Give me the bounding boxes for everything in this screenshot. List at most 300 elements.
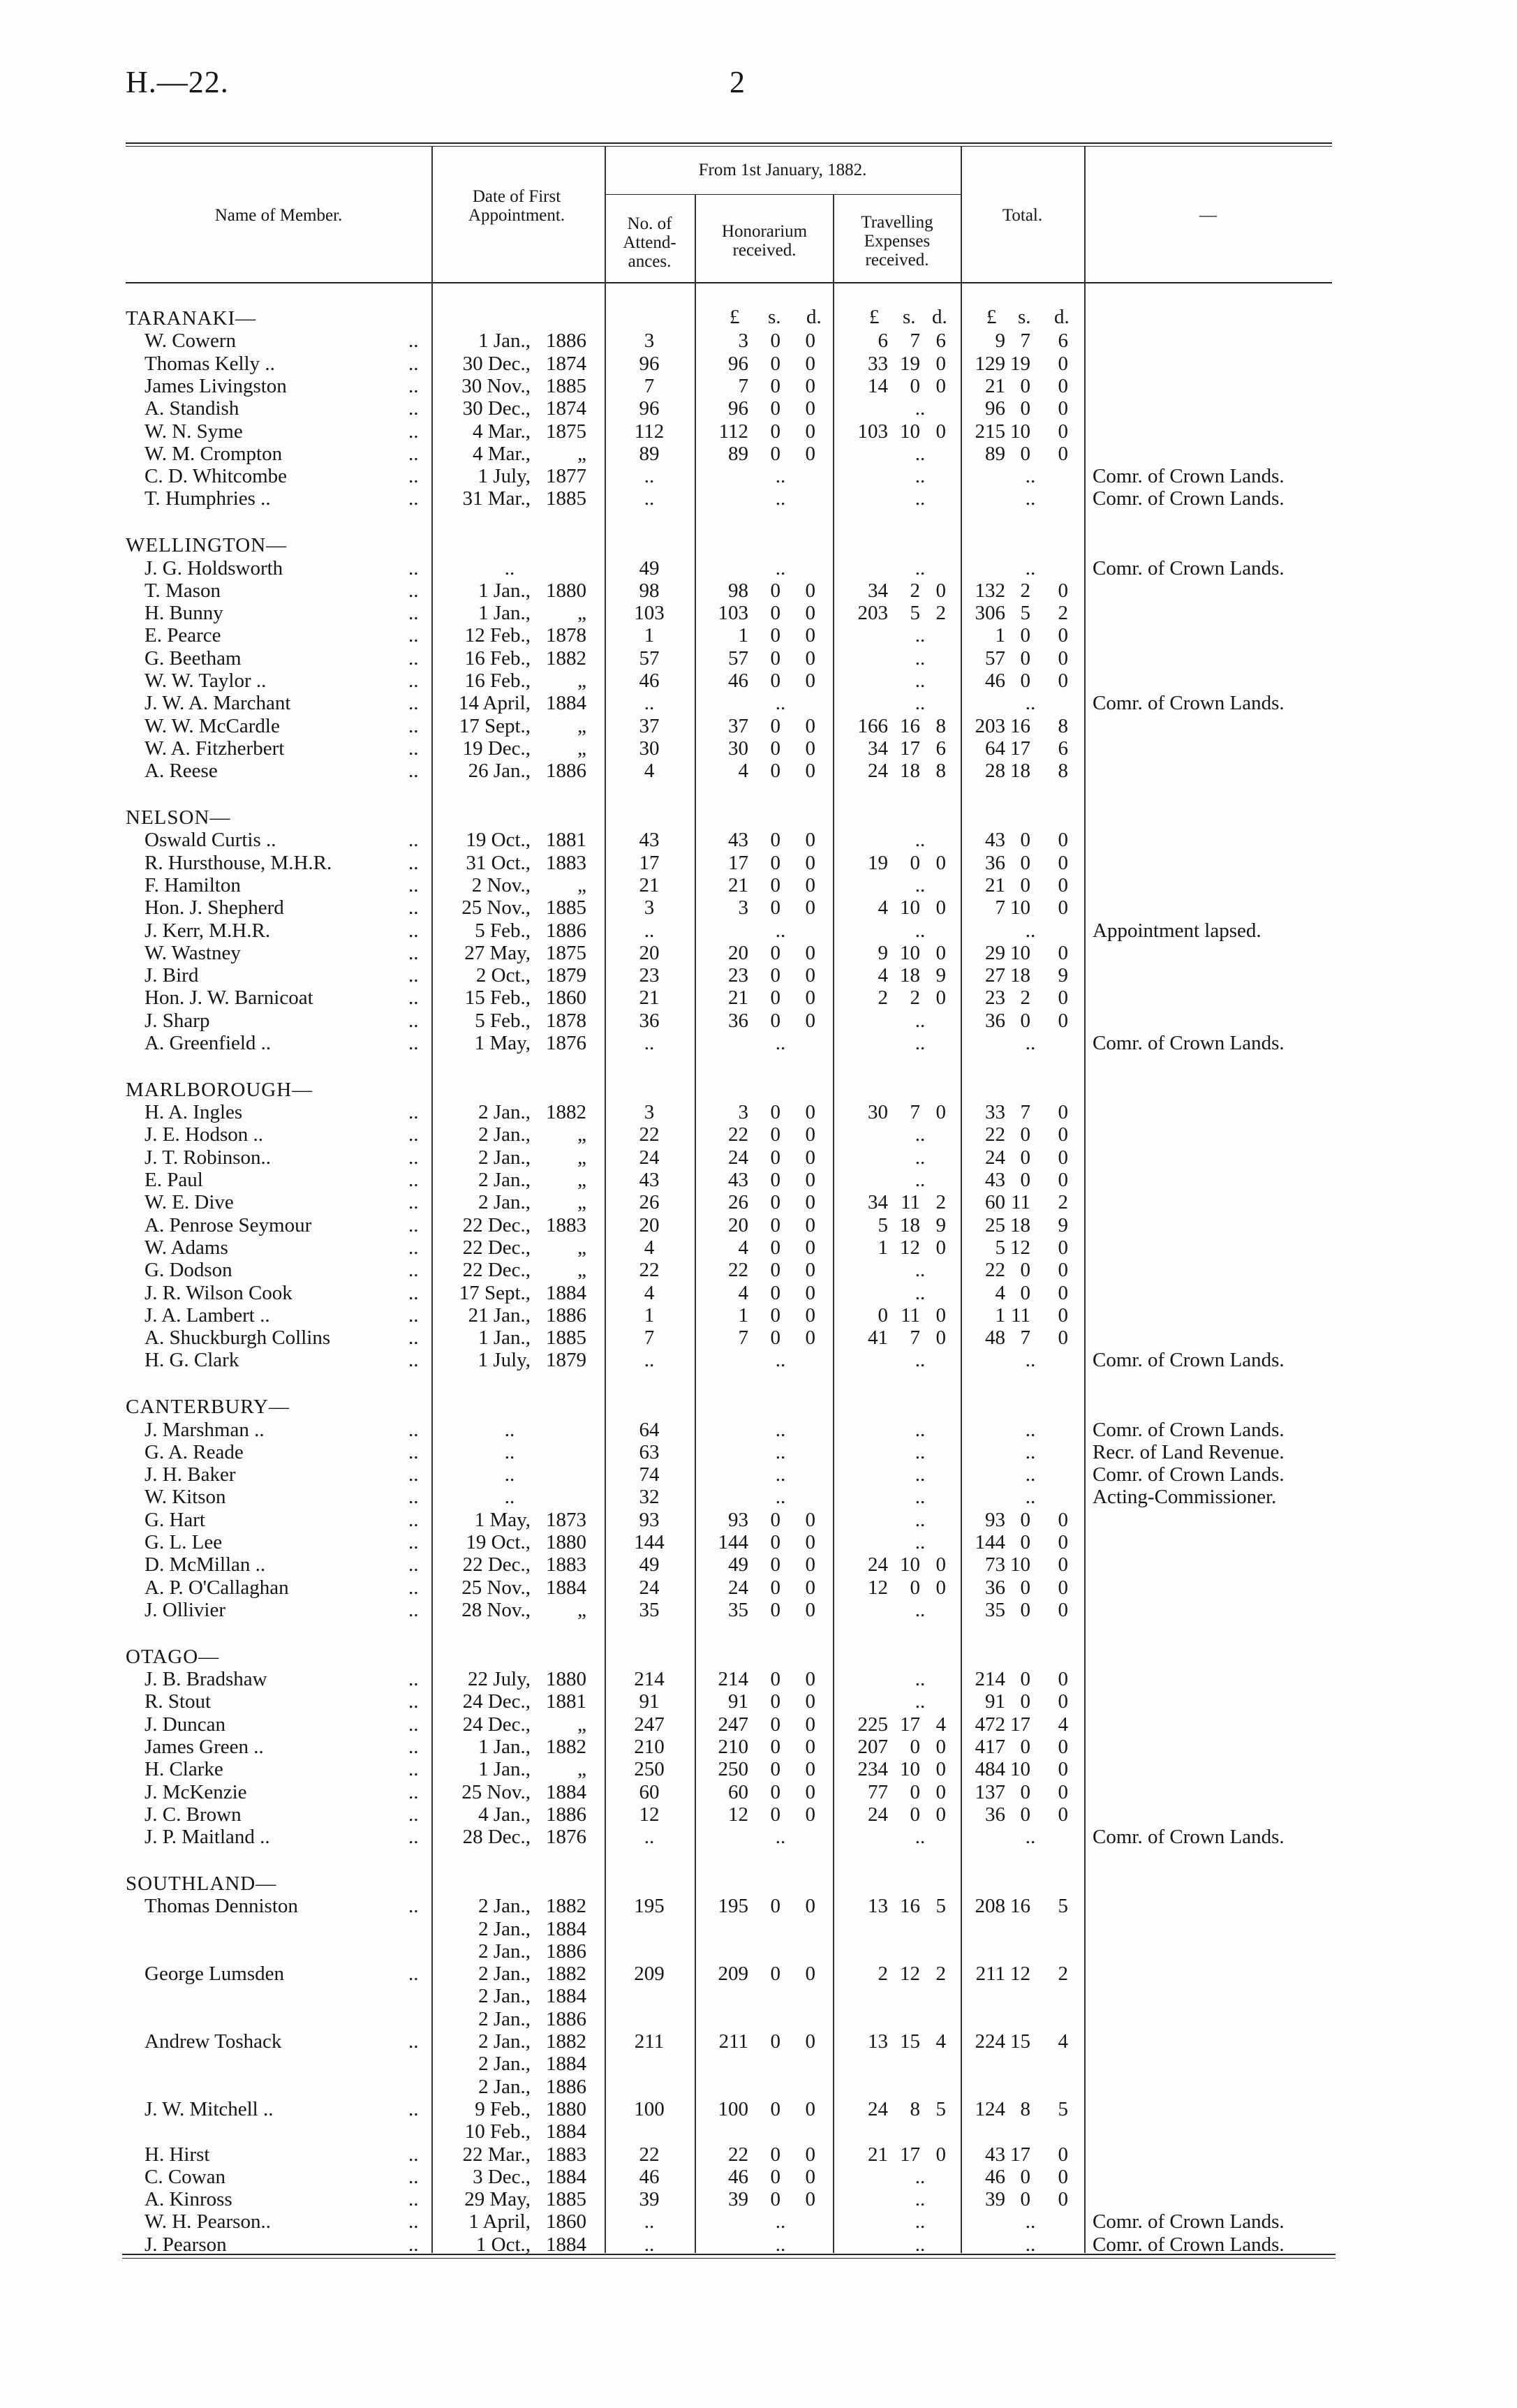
travelling-pence: 0 xyxy=(935,1803,946,1826)
total-empty: .. xyxy=(1025,1486,1036,1509)
honorarium-pounds: 43 xyxy=(728,1169,748,1191)
appointment-date: 1 April, xyxy=(468,2210,531,2233)
table-row xyxy=(0,1736,1517,1758)
appointment-year: „ xyxy=(577,737,586,760)
travelling-pounds: 14 xyxy=(868,374,888,397)
honorarium-pounds: 211 xyxy=(718,2030,748,2053)
appointment-year: „ xyxy=(577,1236,586,1259)
appointment-year: 1883 xyxy=(546,1213,586,1236)
honorarium-pounds: 7 xyxy=(738,1327,748,1350)
header-attendances: No. of Attend-ances. xyxy=(623,214,676,271)
total-shillings: 0 xyxy=(1020,1598,1030,1621)
travelling-shillings: 10 xyxy=(900,420,920,443)
total-shillings: 0 xyxy=(1020,1259,1030,1282)
member-name: George Lumsden xyxy=(145,1963,284,1986)
appointment-year: 1883 xyxy=(546,1553,586,1576)
table-row xyxy=(0,1781,1517,1803)
total-pounds: 22 xyxy=(985,1259,1005,1282)
remark: Comr. of Crown Lands. xyxy=(1093,465,1285,488)
attendances: 22 xyxy=(639,1259,660,1282)
appointment-year: 1886 xyxy=(546,1940,586,1963)
attendances: 63 xyxy=(639,1440,660,1463)
leader-dots: .. xyxy=(408,1531,419,1553)
member-name: J. P. Maitland .. xyxy=(145,1826,270,1849)
honorarium-shillings: 0 xyxy=(770,602,780,625)
honorarium-pounds: 96 xyxy=(728,352,748,375)
total-pence: 0 xyxy=(1058,1690,1068,1713)
honorarium-pounds: 103 xyxy=(718,602,748,625)
total-empty: .. xyxy=(1025,1418,1036,1441)
table-row xyxy=(0,964,1517,987)
honorarium-pence: 0 xyxy=(805,1531,815,1553)
attendances: 43 xyxy=(639,1169,660,1191)
appointment-year: 1882 xyxy=(546,2030,586,2053)
attendances: 20 xyxy=(639,941,660,964)
travelling-pounds: 34 xyxy=(868,1191,888,1214)
remark: Comr. of Crown Lands. xyxy=(1093,1463,1285,1486)
table-row xyxy=(0,2053,1517,2075)
attendances: 24 xyxy=(639,1146,660,1169)
leader-dots: .. xyxy=(408,1690,419,1713)
travelling-pounds: 0 xyxy=(878,1303,888,1327)
appointment-date: 4 Mar., xyxy=(473,420,531,443)
member-name: Hon. J. W. Barnicoat xyxy=(145,987,313,1010)
trav-unit-pound: £ xyxy=(869,306,880,328)
travelling-empty: .. xyxy=(915,1440,926,1463)
total-shillings: 11 xyxy=(1011,1191,1030,1214)
honorarium-pence: 0 xyxy=(805,851,815,874)
travelling-shillings: 0 xyxy=(910,851,920,874)
total-pounds: 137 xyxy=(975,1780,1005,1803)
total-shillings: 0 xyxy=(1020,1508,1030,1531)
appointment-date: 1 Jan., xyxy=(478,1327,531,1350)
total-pounds: 203 xyxy=(975,714,1005,737)
leader-dots: .. xyxy=(408,1576,419,1599)
appointment-year: 1883 xyxy=(546,2143,586,2166)
leader-dots: .. xyxy=(408,556,419,579)
leader-dots: .. xyxy=(408,1598,419,1621)
region-heading: NELSON— xyxy=(126,806,231,829)
table-row xyxy=(0,1940,1517,1963)
appointment-date: 19 Oct., xyxy=(466,829,531,852)
total-pence: 0 xyxy=(1058,1236,1068,1259)
total-pounds: 208 xyxy=(975,1895,1005,1918)
appointment-year: 1876 xyxy=(546,1826,586,1849)
appointment-year: 1882 xyxy=(546,1895,586,1918)
appointment-year: 1874 xyxy=(546,352,586,375)
appointment-year: 1886 xyxy=(546,1303,586,1327)
honorarium-shillings: 0 xyxy=(770,1213,780,1236)
attendances: 12 xyxy=(639,1803,660,1826)
appointment-year: 1874 xyxy=(546,397,586,420)
honorarium-pence: 0 xyxy=(805,624,815,647)
total-pence: 0 xyxy=(1058,1327,1068,1350)
remark: Comr. of Crown Lands. xyxy=(1093,1032,1285,1054)
member-name: T. Mason xyxy=(145,579,221,602)
honorarium-pence: 0 xyxy=(805,1690,815,1713)
attendances: 35 xyxy=(639,1598,660,1621)
appointment-year: 1881 xyxy=(546,829,586,852)
total-pence: 4 xyxy=(1058,2030,1068,2053)
travelling-empty: .. xyxy=(915,2210,926,2233)
leader-dots: .. xyxy=(408,487,419,510)
attendances: 209 xyxy=(634,1963,665,1986)
member-name: J. E. Hodson .. xyxy=(145,1123,263,1146)
attendances: 23 xyxy=(639,964,660,987)
honorarium-shillings: 0 xyxy=(770,737,780,760)
honorarium-pence: 0 xyxy=(805,2188,815,2211)
total-pounds: 64 xyxy=(985,737,1005,760)
leader-dots: .. xyxy=(408,760,419,783)
appointment-year: 1882 xyxy=(546,1963,586,1986)
attendances: 1 xyxy=(644,1303,655,1327)
table-row xyxy=(0,1463,1517,1486)
appointment-year: 1886 xyxy=(546,2075,586,2098)
member-name: J. B. Bradshaw xyxy=(145,1668,267,1690)
table-row xyxy=(0,443,1517,465)
total-pence: 0 xyxy=(1058,397,1068,420)
total-pence: 4 xyxy=(1058,1713,1068,1736)
appointment-year: 1880 xyxy=(546,2097,586,2120)
total-empty: .. xyxy=(1025,1463,1036,1486)
attendances: 89 xyxy=(639,442,660,465)
total-shillings: 0 xyxy=(1020,670,1030,692)
travelling-pounds: 19 xyxy=(868,851,888,874)
honorarium-pence: 0 xyxy=(805,1213,815,1236)
table-row xyxy=(0,1509,1517,1531)
total-shillings: 16 xyxy=(1010,1895,1030,1918)
attendances: 1 xyxy=(644,624,655,647)
leader-dots: .. xyxy=(408,1213,419,1236)
member-name: J. Kerr, M.H.R. xyxy=(145,919,271,942)
travelling-shillings: 16 xyxy=(900,1895,920,1918)
honorarium-pounds: 214 xyxy=(718,1668,748,1690)
travelling-pence: 0 xyxy=(935,1101,946,1124)
attendances: .. xyxy=(644,2210,655,2233)
appointment-date: .. xyxy=(504,556,515,579)
total-pounds: 9 xyxy=(995,330,1005,353)
total-shillings: 0 xyxy=(1020,397,1030,420)
total-shillings: 16 xyxy=(1010,714,1030,737)
member-name: W. W. McCardle xyxy=(145,714,280,737)
honorarium-pence: 0 xyxy=(805,1259,815,1282)
attendances: 93 xyxy=(639,1508,660,1531)
appointment-date: 31 Mar., xyxy=(462,487,531,510)
total-shillings: 0 xyxy=(1020,1803,1030,1826)
table-row xyxy=(0,2233,1517,2256)
attendances: 103 xyxy=(634,602,665,625)
attendances: 112 xyxy=(634,420,665,443)
appointment-year: 1886 xyxy=(546,919,586,942)
member-name: E. Pearce xyxy=(145,624,221,647)
table-row xyxy=(0,896,1517,919)
member-name: W. W. Taylor .. xyxy=(145,670,267,692)
travelling-pence: 4 xyxy=(935,1713,946,1736)
appointment-year: 1860 xyxy=(546,2210,586,2233)
appointment-year: 1884 xyxy=(546,1281,586,1304)
total-empty: .. xyxy=(1025,2210,1036,2233)
total-shillings: 11 xyxy=(1011,1303,1030,1327)
attendances: 37 xyxy=(639,714,660,737)
appointment-date: 30 Nov., xyxy=(461,374,531,397)
appointment-year: „ xyxy=(577,1259,586,1282)
member-name: T. Humphries .. xyxy=(145,487,271,510)
member-name: W. N. Syme xyxy=(145,420,243,443)
total-pence: 0 xyxy=(1058,1531,1068,1553)
honorarium-shillings: 0 xyxy=(770,829,780,852)
travelling-pounds: 13 xyxy=(868,1895,888,1918)
total-shillings: 0 xyxy=(1020,873,1030,896)
total-empty: .. xyxy=(1025,556,1036,579)
table-row xyxy=(0,1918,1517,1940)
appointment-date: 22 Dec., xyxy=(462,1259,531,1282)
remark: Comr. of Crown Lands. xyxy=(1093,556,1285,579)
leader-dots: .. xyxy=(408,1963,419,1986)
travelling-pence: 0 xyxy=(935,1236,946,1259)
honorarium-pounds: 3 xyxy=(738,330,748,353)
travelling-empty: .. xyxy=(915,1668,926,1690)
appointment-year: 1878 xyxy=(546,1009,586,1032)
attendances: 46 xyxy=(639,670,660,692)
honorarium-shillings: 0 xyxy=(770,760,780,783)
travelling-pounds: 24 xyxy=(868,1803,888,1826)
travelling-shillings: 10 xyxy=(900,1758,920,1781)
total-shillings: 0 xyxy=(1020,624,1030,647)
total-shillings: 0 xyxy=(1020,1531,1030,1553)
appointment-date: 2 Jan., xyxy=(478,1191,531,1214)
total-shillings: 7 xyxy=(1020,1327,1030,1350)
attendances: 24 xyxy=(639,1576,660,1599)
travelling-empty: .. xyxy=(915,2165,926,2188)
appointment-year: 1885 xyxy=(546,1327,586,1350)
appointment-year: „ xyxy=(577,1169,586,1191)
trav-unit-shilling: s. xyxy=(903,306,916,328)
honorarium-pence: 0 xyxy=(805,896,815,919)
appointment-date: 24 Dec., xyxy=(462,1690,531,1713)
honorarium-shillings: 0 xyxy=(770,1713,780,1736)
travelling-empty: .. xyxy=(915,647,926,670)
honorarium-pounds: 30 xyxy=(728,737,748,760)
honorarium-pounds: 1 xyxy=(738,624,748,647)
honorarium-pounds: 4 xyxy=(738,760,748,783)
appointment-date: 19 Oct., xyxy=(466,1531,531,1553)
total-pence: 0 xyxy=(1058,941,1068,964)
leader-dots: .. xyxy=(408,1895,419,1918)
table-row xyxy=(0,1349,1517,1371)
honorarium-pence: 0 xyxy=(805,2030,815,2053)
honorarium-pence: 0 xyxy=(805,941,815,964)
honorarium-pence: 0 xyxy=(805,352,815,375)
member-name: J. H. Baker xyxy=(145,1463,236,1486)
travelling-pence: 5 xyxy=(935,1895,946,1918)
travelling-shillings: 17 xyxy=(900,2143,920,2166)
header-name: Name of Member. xyxy=(214,206,343,225)
appointment-year: 1886 xyxy=(546,760,586,783)
total-pence: 9 xyxy=(1058,964,1068,987)
travelling-empty: .. xyxy=(915,1508,926,1531)
leader-dots: .. xyxy=(408,352,419,375)
attendances: 144 xyxy=(634,1531,665,1553)
total-shillings: 7 xyxy=(1020,330,1030,353)
member-name: Thomas Denniston xyxy=(145,1895,298,1918)
honorarium-shillings: 0 xyxy=(770,1191,780,1214)
total-pounds: 129 xyxy=(975,352,1005,375)
travelling-shillings: 7 xyxy=(910,1327,920,1350)
honorarium-pounds: 247 xyxy=(718,1713,748,1736)
leader-dots: .. xyxy=(408,1826,419,1849)
table-row xyxy=(0,737,1517,760)
table-row xyxy=(0,919,1517,942)
honorarium-shillings: 0 xyxy=(770,397,780,420)
total-pence: 0 xyxy=(1058,1101,1068,1124)
total-pence: 0 xyxy=(1058,2165,1068,2188)
total-shillings: 8 xyxy=(1020,2097,1030,2120)
honorarium-pence: 0 xyxy=(805,1281,815,1304)
honorarium-pounds: 24 xyxy=(728,1576,748,1599)
remark: Comr. of Crown Lands. xyxy=(1093,1349,1285,1372)
attendances: 36 xyxy=(639,1009,660,1032)
member-name: R. Hursthouse, M.H.R. xyxy=(145,851,332,874)
travelling-pence: 0 xyxy=(935,941,946,964)
table-row xyxy=(0,2098,1517,2120)
leader-dots: .. xyxy=(408,2188,419,2211)
appointment-date: 26 Jan., xyxy=(468,760,531,783)
member-name: James Livingston xyxy=(145,374,287,397)
honorarium-pence: 0 xyxy=(805,420,815,443)
appointment-year: 1884 xyxy=(546,1917,586,1940)
honorarium-pence: 0 xyxy=(805,1327,815,1350)
honorarium-pence: 0 xyxy=(805,1598,815,1621)
honorarium-pounds: 57 xyxy=(728,647,748,670)
honorarium-empty: .. xyxy=(775,1486,786,1509)
appointment-date: 22 Dec., xyxy=(462,1553,531,1576)
total-pounds: 21 xyxy=(985,873,1005,896)
travelling-pounds: 77 xyxy=(868,1780,888,1803)
leader-dots: .. xyxy=(408,465,419,488)
attendances: .. xyxy=(644,465,655,488)
honorarium-shillings: 0 xyxy=(770,1327,780,1350)
travelling-pounds: 13 xyxy=(868,2030,888,2053)
total-pounds: 224 xyxy=(975,2030,1005,2053)
hon-unit-pence: d. xyxy=(806,306,822,328)
total-shillings: 0 xyxy=(1020,1123,1030,1146)
member-name: H. Clarke xyxy=(145,1758,223,1781)
total-pence: 8 xyxy=(1058,760,1068,783)
leader-dots: .. xyxy=(408,1236,419,1259)
total-pence: 0 xyxy=(1058,420,1068,443)
total-pounds: 417 xyxy=(975,1735,1005,1758)
honorarium-empty: .. xyxy=(775,1349,786,1372)
honorarium-pounds: 112 xyxy=(718,420,748,443)
honorarium-empty: .. xyxy=(775,2233,786,2256)
header-total: Total. xyxy=(1002,206,1043,225)
table-row xyxy=(0,1214,1517,1236)
honorarium-shillings: 0 xyxy=(770,624,780,647)
honorarium-shillings: 0 xyxy=(770,1553,780,1576)
total-shillings: 0 xyxy=(1020,1169,1030,1191)
total-pounds: 60 xyxy=(985,1191,1005,1214)
member-name: A. P. O'Callaghan xyxy=(145,1576,289,1599)
hon-unit-pound: £ xyxy=(730,306,740,328)
travelling-pounds: 21 xyxy=(868,2143,888,2166)
travelling-pence: 6 xyxy=(935,330,946,353)
leader-dots: .. xyxy=(408,1032,419,1054)
total-pence: 0 xyxy=(1058,670,1068,692)
appointment-date: 25 Nov., xyxy=(461,1576,531,1599)
travelling-shillings: 0 xyxy=(910,1803,920,1826)
attendances: 26 xyxy=(639,1191,660,1214)
honorarium-pounds: 93 xyxy=(728,1508,748,1531)
header-date: Date of First Appointment. xyxy=(468,187,565,225)
attendances: 3 xyxy=(644,896,655,919)
travelling-shillings: 17 xyxy=(900,737,920,760)
attendances: 49 xyxy=(639,556,660,579)
attendances: 211 xyxy=(634,2030,665,2053)
table-row xyxy=(0,1441,1517,1463)
table-row xyxy=(0,2030,1517,2053)
member-name: G. L. Lee xyxy=(145,1531,223,1553)
total-pence: 9 xyxy=(1058,1213,1068,1236)
leader-dots: .. xyxy=(408,1327,419,1350)
table-row xyxy=(0,1259,1517,1281)
hon-unit-shilling: s. xyxy=(768,306,781,328)
travelling-shillings: 16 xyxy=(900,714,920,737)
table-row xyxy=(0,1010,1517,1032)
remark: Comr. of Crown Lands. xyxy=(1093,2210,1285,2233)
appointment-date: 30 Dec., xyxy=(462,397,531,420)
leader-dots: .. xyxy=(408,1418,419,1441)
travelling-shillings: 7 xyxy=(910,1101,920,1124)
appointment-date: .. xyxy=(504,1463,515,1486)
appointment-date: 4 Mar., xyxy=(473,442,531,465)
appointment-date: 1 Jan., xyxy=(478,579,531,602)
table-row xyxy=(0,1282,1517,1304)
honorarium-empty: .. xyxy=(775,692,786,715)
appointment-year: 1884 xyxy=(546,2120,586,2143)
member-name: D. McMillan .. xyxy=(145,1553,266,1576)
honorarium-pence: 0 xyxy=(805,2097,815,2120)
honorarium-pence: 0 xyxy=(805,829,815,852)
travelling-shillings: 8 xyxy=(910,2097,920,2120)
appointment-date: 2 Jan., xyxy=(478,1101,531,1124)
table-row xyxy=(0,829,1517,851)
appointment-year: 1884 xyxy=(546,2053,586,2076)
attendances: 98 xyxy=(639,579,660,602)
travelling-pence: 0 xyxy=(935,579,946,602)
total-pence: 0 xyxy=(1058,987,1068,1010)
honorarium-shillings: 0 xyxy=(770,1508,780,1531)
appointment-date: 17 Sept., xyxy=(459,1281,531,1304)
appointment-date: 9 Feb., xyxy=(475,2097,531,2120)
travelling-pence: 0 xyxy=(935,352,946,375)
travelling-empty: .. xyxy=(915,1690,926,1713)
appointment-year: 1886 xyxy=(546,1803,586,1826)
appointment-date: 25 Nov., xyxy=(461,896,531,919)
travelling-shillings: 15 xyxy=(900,2030,920,2053)
appointment-date: 3 Dec., xyxy=(473,2165,531,2188)
total-pence: 0 xyxy=(1058,851,1068,874)
total-shillings: 0 xyxy=(1020,1668,1030,1690)
honorarium-pounds: 39 xyxy=(728,2188,748,2211)
attendances: 64 xyxy=(639,1418,660,1441)
attendances: 96 xyxy=(639,352,660,375)
honorarium-pence: 0 xyxy=(805,987,815,1010)
total-pounds: 43 xyxy=(985,829,1005,852)
travelling-empty: .. xyxy=(915,624,926,647)
attendances: 4 xyxy=(644,1281,655,1304)
table-row xyxy=(0,1327,1517,1349)
appointment-date: 30 Dec., xyxy=(462,352,531,375)
